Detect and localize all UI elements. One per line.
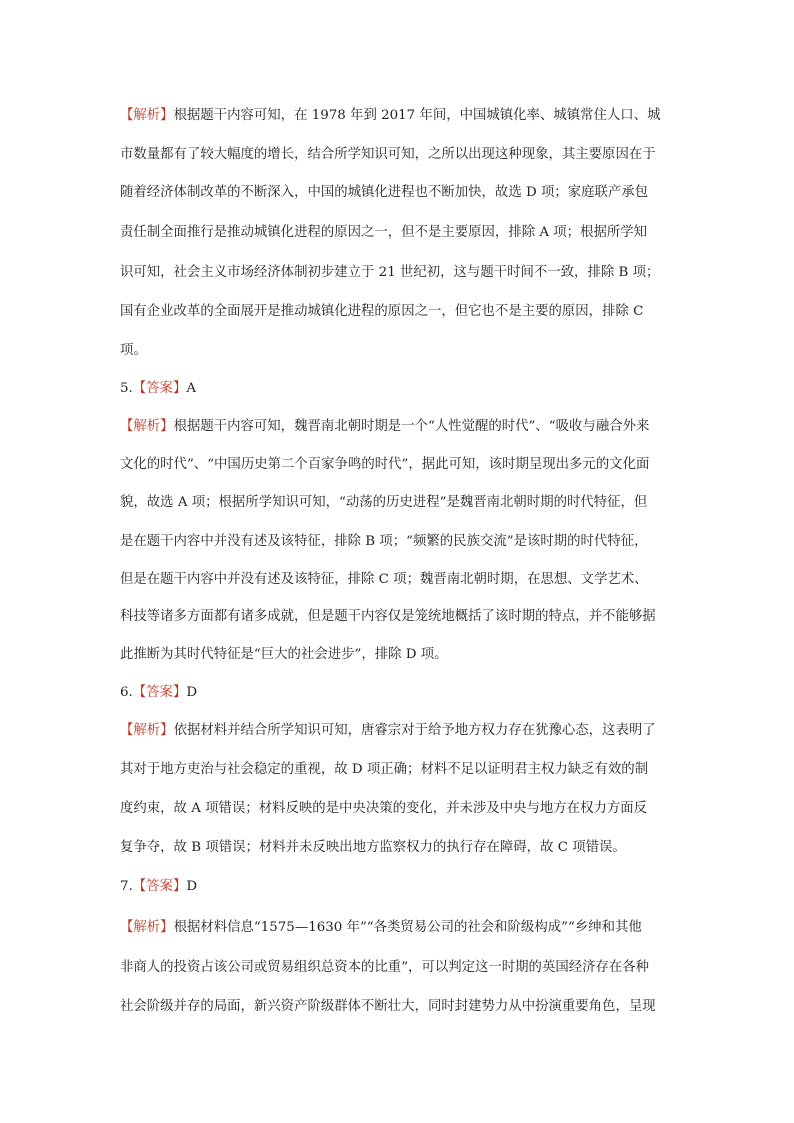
q4-explanation-line-5: 识可知，社会主义市场经济体制初步建立于 21 世纪初，这与题干时间不一致，排除 B 项； [120, 265, 660, 280]
q6-explanation-line-4: 复争夺，故 B 项错误；材料并未反映出地方监察权力的执行存在障碍，故 C 项错误。 [120, 840, 626, 855]
q4-explanation-line-6: 国有企业改革的全面展开是推动城镇化进程的原因之一，但它也不是主要的原因，排除 C [120, 304, 644, 319]
explanation-label: 【解析】 [120, 419, 174, 434]
q7-answer-line: 7.【答案】D [120, 879, 198, 894]
q5-explanation-line-6: 科技等诸多方面都有诸多成就，但是题干内容仅是笼统地概括了该时期的特点，并不能够据 [120, 609, 656, 624]
q7-answer-value: D [186, 879, 198, 894]
q4-explanation-line-2: 市数量都有了较大幅度的增长，结合所学知识可知，之所以出现这种现象，其主要原因在于 [120, 147, 656, 162]
q6-explanation-line-2: 其对于地方吏治与社会稳定的重视，故 D 项正确；材料不足以证明君主权力缺乏有效的制 [120, 762, 649, 777]
q5-explanation-line-4: 是在题干内容中并没有述及该特征，排除 B 项；“频繁的民族交流”是该时期的时代特征， [120, 534, 648, 549]
explanation-label: 【解析】 [120, 723, 174, 738]
q4-explanation-line-7: 项。 [120, 343, 147, 358]
q4-explanation-line-1: 【解析】根据题干内容可知，在 1978 年到 2017 年间，中国城镇化率、城镇常住人口、城 [120, 108, 661, 123]
q5-explanation-line-7: 此推断为其时代特征是“巨大的社会进步”，排除 D 项。 [120, 647, 448, 662]
q5-answer-line: 5.【答案】A [120, 381, 197, 396]
answer-label: 【答案】 [132, 879, 187, 894]
q5-explanation-line-1: 【解析】根据题干内容可知，魏晋南北朝时期是一个“人性觉醒的时代”、“吸收与融合外来 [120, 419, 650, 434]
q4-explanation-line-4: 责任制全面推行是推动城镇化进程的原因之一，但不是主要原因，排除 A 项；根据所学知 [120, 225, 648, 240]
explanation-label: 【解析】 [120, 108, 174, 123]
q6-explanation-line-1: 【解析】依据材料并结合所学知识可知，唐睿宗对于给予地方权力存在犹豫心态，这表明了 [120, 723, 656, 738]
q7-explanation-line-2: 非商人的投资占该公司或贸易组织总资本的比重”，可以判定这一时期的英国经济存在各种 [120, 960, 650, 975]
q4-explanation-line-3: 随着经济体制改革的不断深入，中国的城镇化进程也不断加快，故选 D 项；家庭联产承包 [120, 185, 649, 200]
q7-explanation-line-1: 【解析】根据材料信息“1575—1630 年”“各类贸易公司的社会和阶级构成”“乡绅和其他 [120, 920, 642, 935]
answer-label: 【答案】 [132, 381, 187, 396]
q5-explanation-line-3: 貌，故选 A 项；根据所学知识可知，“动荡的历史进程”是魏晋南北朝时期的时代特征，但 [120, 495, 648, 510]
q5-answer-value: A [186, 381, 197, 396]
answer-label: 【答案】 [132, 685, 187, 700]
explanation-label: 【解析】 [120, 920, 174, 935]
q6-explanation-line-3: 度约束，故 A 项错误；材料反映的是中央决策的变化，并未涉及中央与地方在权力方面反 [120, 801, 648, 816]
q5-explanation-line-5: 但是在题干内容中并没有述及该特征，排除 C 项；魏晋南北朝时期，在思想、文学艺术、 [120, 572, 648, 587]
q7-explanation-line-3: 社会阶级并存的局面，新兴资产阶级群体不断壮大，同时封建势力从中扮演重要角色，呈现 [120, 999, 656, 1014]
q6-answer-value: D [186, 685, 198, 700]
q5-explanation-line-2: 文化的时代”、“中国历史第二个百家争鸣的时代”，据此可知，该时期呈现出多元的文化面 [120, 457, 650, 472]
q6-answer-line: 6.【答案】D [120, 685, 198, 700]
